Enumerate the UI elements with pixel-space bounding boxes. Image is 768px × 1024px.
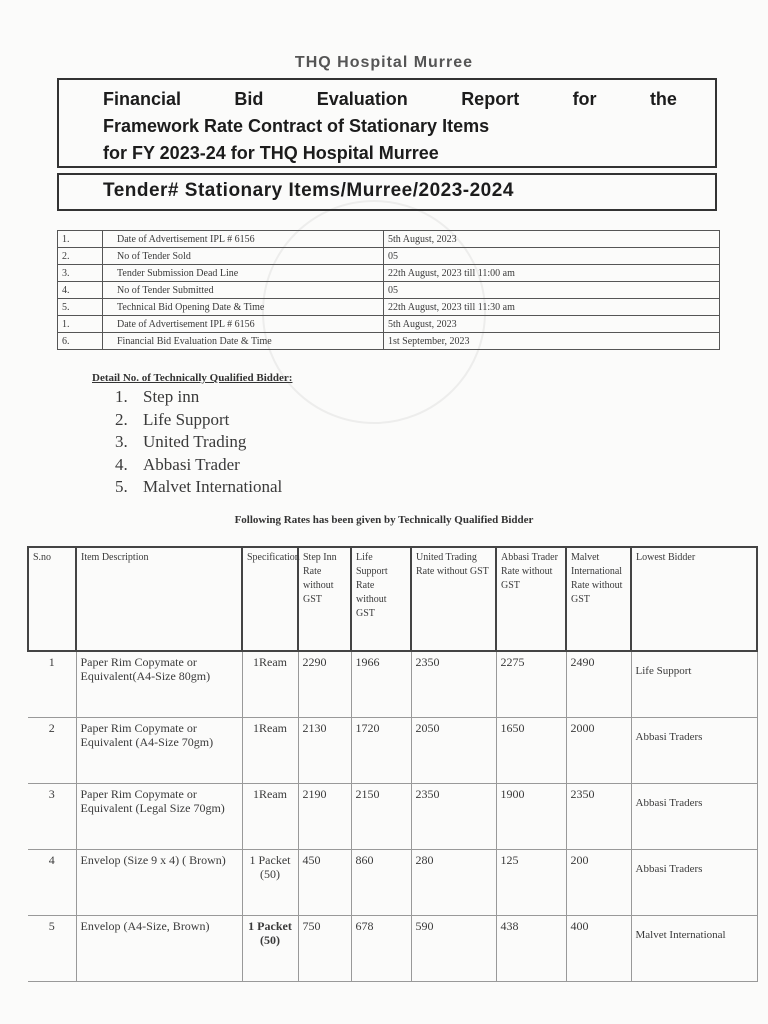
cell-sno: 2 [28,718,76,784]
bidder-name: United Trading [143,432,247,451]
cell-sno: 4 [28,850,76,916]
info-label: Financial Bid Evaluation Date & Time [103,333,384,350]
info-value: 05 [384,282,720,299]
cell-life-support: 2150 [351,784,411,850]
cell-spec: 1Ream [242,784,298,850]
cell-spec: 1Ream [242,718,298,784]
cell-step-inn: 750 [298,916,351,982]
bidder-number: 2. [115,409,128,429]
bidder-name: Abbasi Trader [143,454,240,474]
cell-united-trading: 2350 [411,651,496,718]
title-word: Report [461,89,520,109]
title-line-1 [103,86,677,113]
cell-life-support: 1720 [351,718,411,784]
info-label: Tender Submission Dead Line [103,265,384,282]
cell-item: Envelop (A4-Size, Brown) [76,916,242,982]
cell-spec: 1 Packet (50) [242,916,298,982]
qualified-bidders-list [115,386,282,499]
bidder-name: Step inn [143,387,200,406]
col-header-step-inn: Step Inn Rate without GST [298,547,351,651]
title-word: Financial [103,89,182,109]
table-row [58,265,720,282]
title-word: the [649,89,677,109]
cell-lowest: Abbasi Traders [631,784,757,850]
cell-item: Paper Rim Copymate or Equivalent(A4-Size 80gm) [76,651,242,718]
info-no: 2. [58,248,103,265]
cell-step-inn: 2130 [298,718,351,784]
cell-lowest: Malvet International [631,916,757,982]
cell-step-inn: 2190 [298,784,351,850]
bidder-number: 1. [115,387,128,406]
info-label: No of Tender Sold [103,248,384,265]
col-header-life-support: Life Support Rate without GST [351,547,411,651]
col-header-sno: S.no [28,547,76,651]
cell-malvet: 2490 [566,651,631,718]
cell-malvet: 200 [566,850,631,916]
col-header-lowest: Lowest Bidder [631,547,757,651]
bidder-number: 3. [115,432,128,451]
cell-united-trading: 2350 [411,784,496,850]
cell-abbasi: 2275 [496,651,566,718]
table-row [58,316,720,333]
col-header-item: Item Description [76,547,242,651]
hospital-name: THQ Hospital Murree [294,54,474,71]
tender-info-table [57,230,720,350]
table-row [28,850,757,916]
cell-abbasi: 1900 [496,784,566,850]
bidder-number: 5. [115,477,128,496]
col-header-abbasi: Abbasi Trader Rate without GST [496,547,566,651]
info-label: No of Tender Submitted [103,282,384,299]
info-value: 22th August, 2023 till 11:00 am [384,265,720,282]
report-title-box [57,78,717,168]
info-no: 5. [58,299,103,316]
cell-item: Envelop (Size 9 x 4) ( Brown) [76,850,242,916]
cell-malvet: 2000 [566,718,631,784]
col-header-malvet: Malvet International Rate without GST [566,547,631,651]
info-label: Date of Advertisement IPL # 6156 [103,316,384,333]
table-row [28,784,757,850]
info-value: 05 [384,248,720,265]
rates-table [27,546,758,982]
cell-malvet: 400 [566,916,631,982]
cell-united-trading: 590 [411,916,496,982]
list-item [115,454,282,477]
table-row [58,299,720,316]
bidder-name: Life Support [143,409,230,429]
bidder-name: Malvet International [143,477,283,496]
list-item [115,431,282,454]
table-row [28,916,757,982]
cell-lowest: Life Support [631,651,757,718]
cell-spec: 1Ream [242,651,298,718]
info-value: 1st September, 2023 [384,333,720,350]
title-line-3: for FY 2023-24 for THQ Hospital Murree [103,143,439,163]
table-row [58,248,720,265]
info-no: 1. [58,316,103,333]
info-value: 22th August, 2023 till 11:30 am [384,299,720,316]
cell-item: Paper Rim Copymate or Equivalent (A4-Size 70gm) [76,718,242,784]
title-word: Bid [234,89,264,109]
table-row [28,718,757,784]
info-no: 3. [58,265,103,282]
cell-united-trading: 280 [411,850,496,916]
cell-step-inn: 450 [298,850,351,916]
table-row [58,333,720,350]
cell-malvet: 2350 [566,784,631,850]
info-value: 5th August, 2023 [384,316,720,333]
info-label: Technical Bid Opening Date & Time [103,299,384,316]
col-header-spec: Specification [242,547,298,651]
cell-sno: 1 [28,651,76,718]
cell-life-support: 678 [351,916,411,982]
qualified-bidders-heading: Detail No. of Technically Qualified Bidder: [92,372,293,384]
info-no: 4. [58,282,103,299]
list-item [115,476,282,499]
title-word: Evaluation [316,89,408,109]
cell-sno: 5 [28,916,76,982]
tender-number: Tender# Stationary Items/Murree/2023-2024 [57,173,717,211]
cell-abbasi: 438 [496,916,566,982]
bidder-number: 4. [115,454,128,474]
cell-abbasi: 125 [496,850,566,916]
cell-item: Paper Rim Copymate or Equivalent (Legal Size 70gm) [76,784,242,850]
cell-abbasi: 1650 [496,718,566,784]
table-row [28,651,757,718]
cell-united-trading: 2050 [411,718,496,784]
table-row [58,282,720,299]
info-no: 1. [58,231,103,248]
title-line-2: Framework Rate Contract of Stationary Items [103,116,490,136]
cell-life-support: 860 [351,850,411,916]
cell-sno: 3 [28,784,76,850]
cell-lowest: Abbasi Traders [631,718,757,784]
table-row [58,231,720,248]
info-no: 6. [58,333,103,350]
rates-heading: Following Rates has been given by Technically Qualified Bidder [234,514,534,526]
cell-lowest: Abbasi Traders [631,850,757,916]
table-header-row [28,547,757,651]
list-item [115,386,282,409]
info-label: Date of Advertisement IPL # 6156 [103,231,384,248]
cell-life-support: 1966 [351,651,411,718]
cell-spec: 1 Packet (50) [242,850,298,916]
info-value: 5th August, 2023 [384,231,720,248]
title-word: for [572,89,597,109]
col-header-united-trading: United Trading Rate without GST [411,547,496,651]
list-item [115,409,282,432]
cell-step-inn: 2290 [298,651,351,718]
